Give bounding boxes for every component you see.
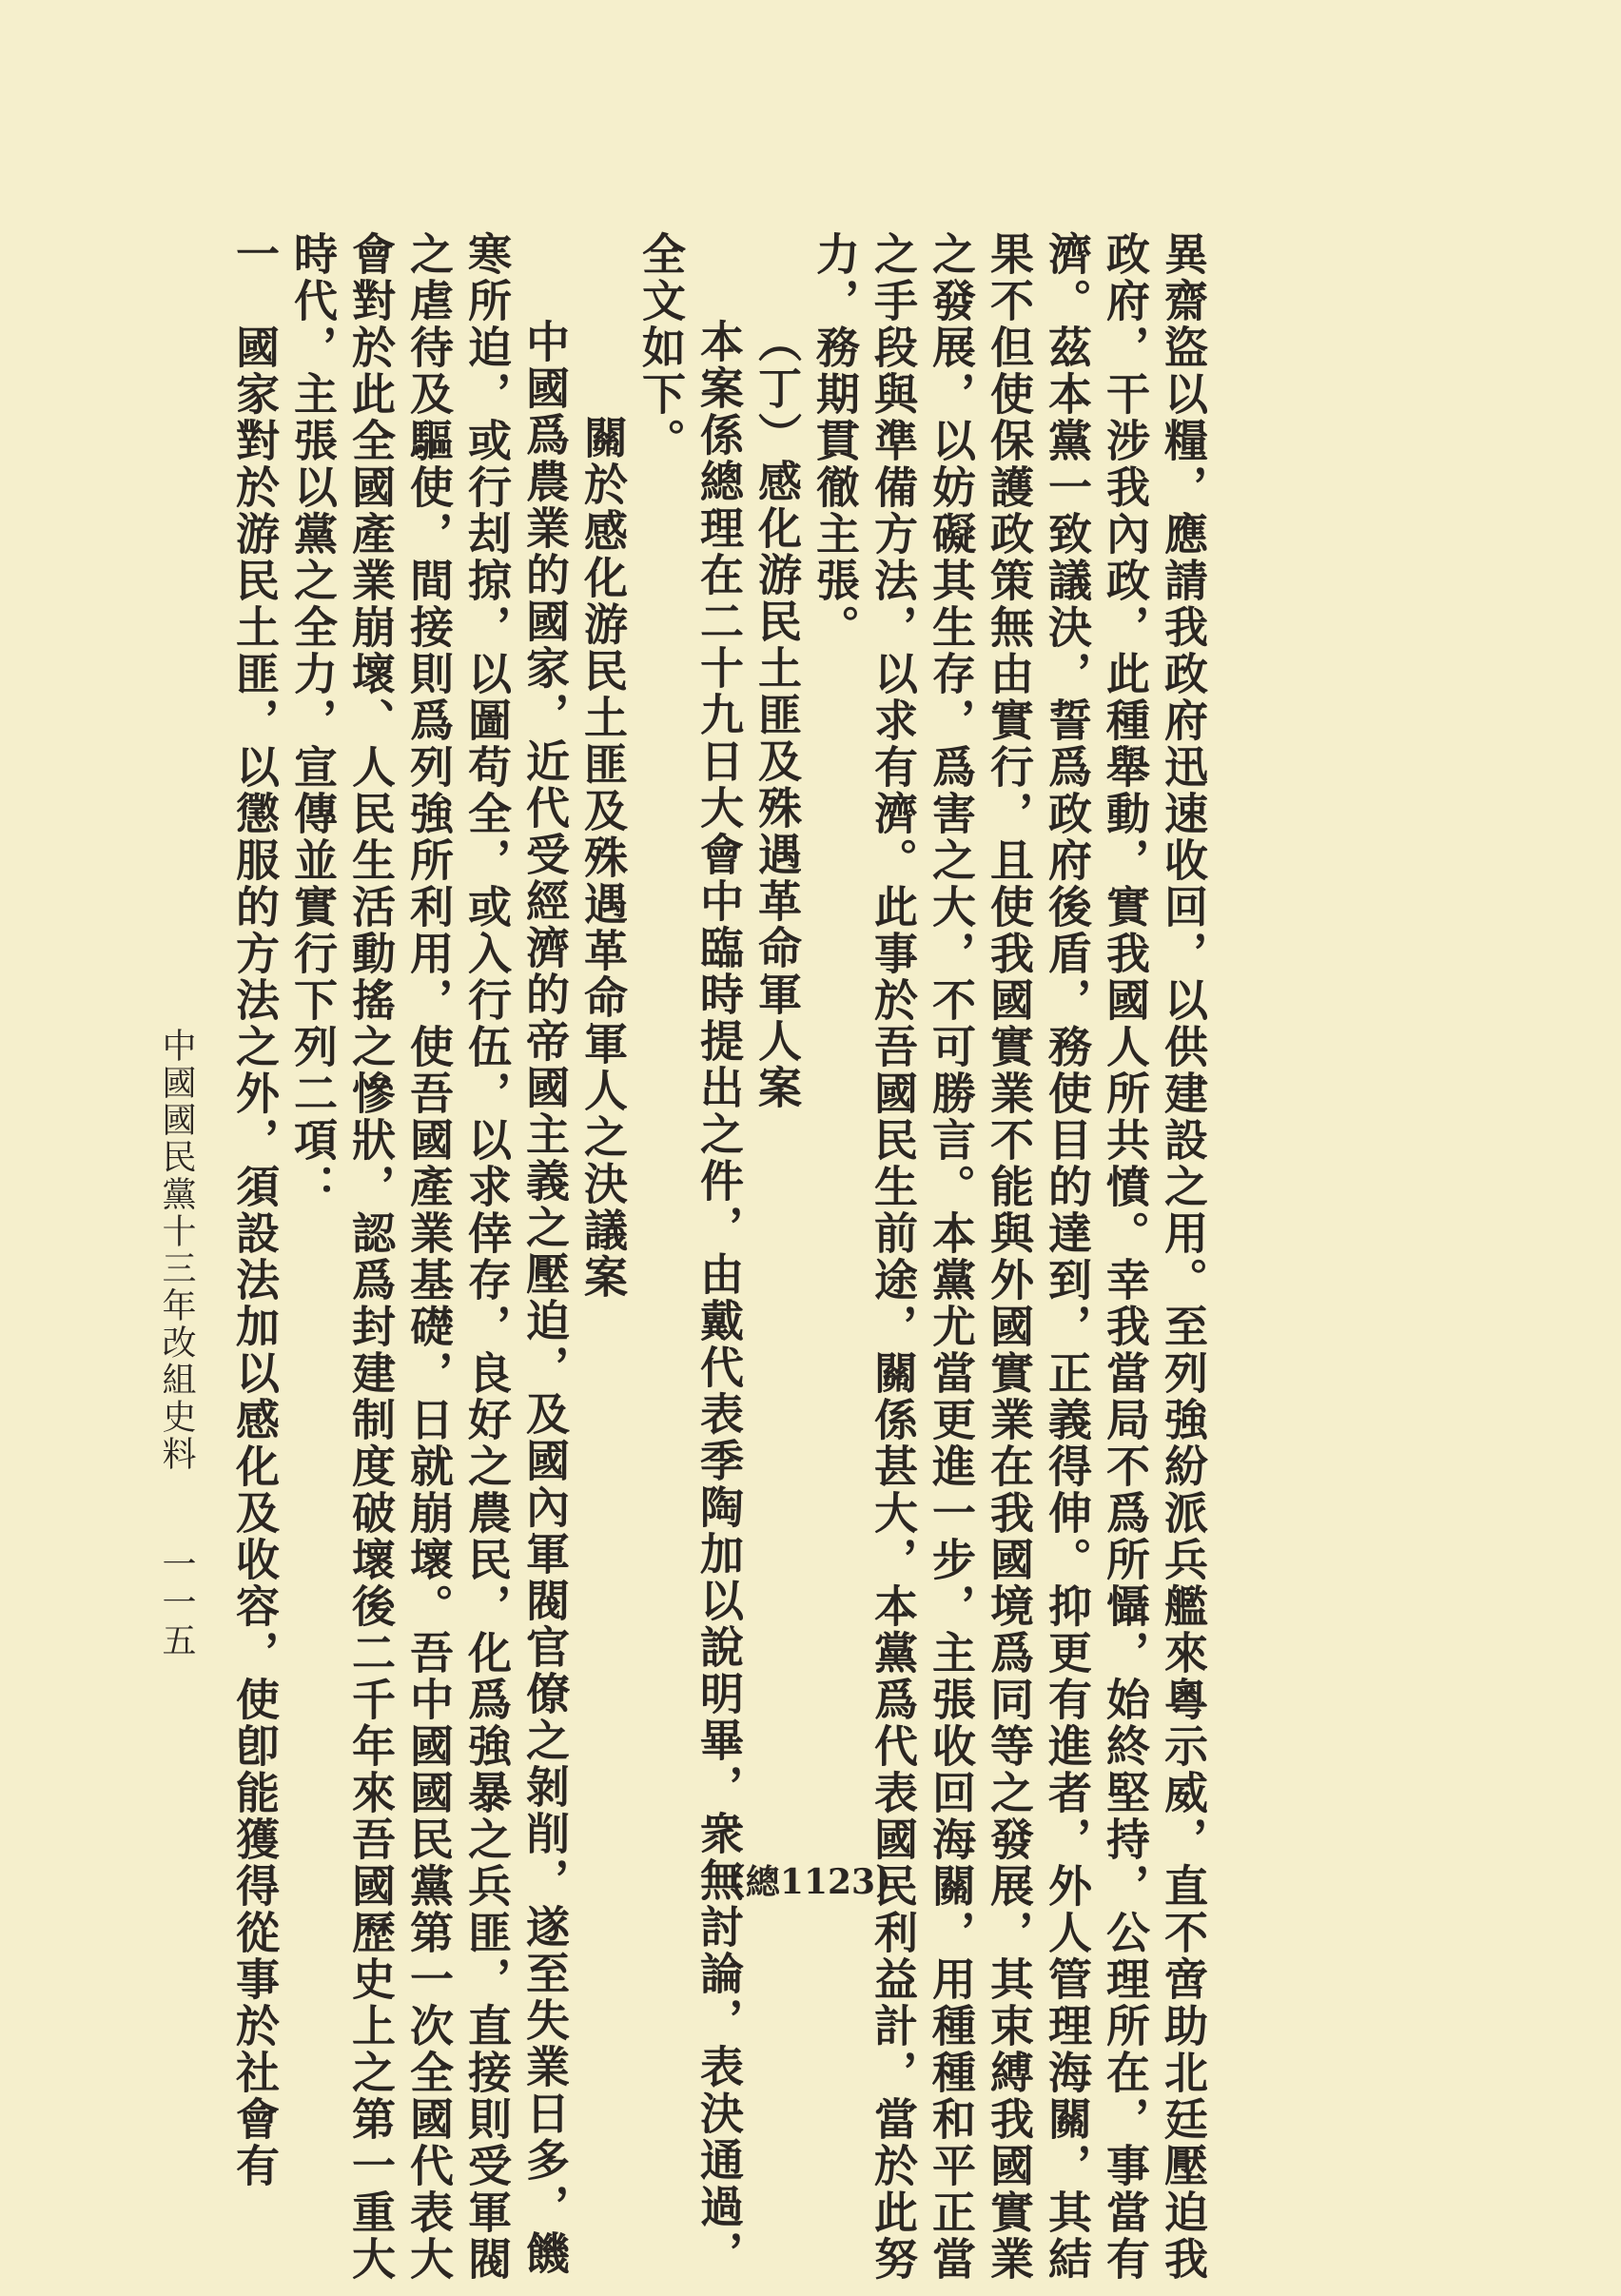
text-column: 之發展，以妨礙其生存，爲害之大，不可勝言。本黨尤當更進一步，主張收回海關，用種種和平正當 — [926, 231, 977, 2283]
text-column: 異齋盜以糧，應請我政府迅速收回，以供建設之用。至列強紛派兵艦來粵示威，直不啻助北廷壓迫我 — [1158, 231, 1209, 2283]
text-column: 力，務期貫徹主張。 — [810, 231, 861, 651]
resolution-column: 時代，主張以黨之全力，宣傳並實行下列二項： — [287, 231, 339, 1210]
text-column: 濟。茲本黨一致議決，誓爲政府後盾，務使目的達到，正義得伸。抑更有進者，外人管理海關，其結 — [1042, 231, 1093, 2283]
page-number: 一一五 — [157, 1546, 196, 1660]
resolution-item-one: 一 國家對於游民土匪，以懲服的方法之外，須設法加以感化及收容，使卽能獲得從事於社會有 — [229, 231, 281, 2189]
intro-column: 全文如下。 — [635, 231, 687, 464]
resolution-column: 會對於此全國產業崩壞、人民生活動搖之慘狀，認爲封建制度破壞後二千年來吾國歷史上之第一重大 — [345, 231, 397, 2283]
resolution-column: 中國爲農業的國家，近代受經濟的帝國主義之壓迫，及國內軍閥官僚之剝削，遂至失業日多，饑 — [519, 319, 571, 2277]
book-title: 中國國民黨十三年改組史料 — [157, 1028, 196, 1473]
section-heading: （丁）感化游民土匪及殊遇革命軍人案 — [752, 319, 803, 1111]
total-page-number: （總1123） — [711, 1862, 910, 1902]
text-column: 果不但使保護政策無由實行，且使我國實業不能與外國實業在我國境爲同等之發展，其束縛我國實業 — [984, 231, 1035, 2283]
text-column: 之手段與準備方法，以求有濟。此事於吾國民生前途，關係甚大，本黨爲代表國民利益計，當於此努 — [868, 231, 919, 2283]
resolution-column: 寒所迫，或行刦掠，以圖苟全，或入行伍，以求倖存，良好之農民，化爲強暴之兵匪，直接則受軍閥 — [461, 231, 513, 2283]
resolution-column: 之虐待及驅使，間接則爲列強所利用，使吾國產業基礎，日就崩壞。吾中國國民黨第一次全國代表大 — [403, 231, 455, 2283]
intro-column: 本案係總理在二十九日大會中臨時提出之件，由戴代表季陶加以說明畢，衆無討論，表決通過， — [693, 319, 745, 2277]
resolution-title: 關於感化游民土匪及殊遇革命軍人之決議案 — [577, 415, 629, 1302]
text-column: 政府，干涉我內政，此種舉動，實我國人所共憤。幸我當局不爲所懾，始終堅持，公理所在，事當有 — [1100, 231, 1151, 2283]
